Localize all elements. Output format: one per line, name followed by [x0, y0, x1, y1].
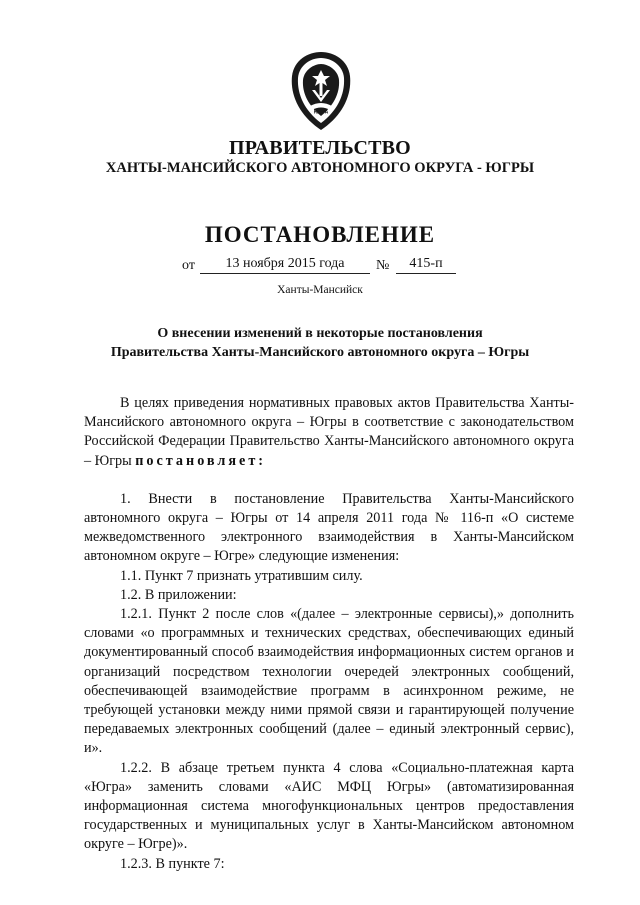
subject-line-2: Правительства Ханты-Мансийского автономного округа – Югры: [110, 345, 530, 360]
region-title: ХАНТЫ-МАНСИЙСКОГО АВТОНОМНОГО ОКРУГА - ЮГРЫ: [105, 160, 535, 176]
coat-of-arms-emblem: [286, 50, 356, 132]
document-subject: [0, 324, 640, 362]
item-1-2-1: 1.2.1. Пункт 2 после слов «(далее – электронные сервисы),» дополнить словами «о программных и технических средствах, обеспечивающих единый документированный способ взаимодействия информационных систем органов и организаций посредством технологии очередей электронных сообщений, обеспечивающей взаимодействие программ в асинхронном режиме, не требующей установки между ними прямой связи и гарантирующей получение передаваемых электронных сообщений (далее – единый электронный сервис), и».: [84, 606, 574, 757]
government-title: ПРАВИТЕЛЬСТВО: [229, 137, 411, 159]
item-1-1: 1.1. Пункт 7 признать утратившим силу.: [120, 567, 363, 584]
item-1: 1. Внести в постановление Правительства Ханты-Мансийского автономного округа – Югры от 14 апреля 2011 года № 116-п «О системе межведомственного электронного взаимодействия в Ханты-Мансийском автономном округе – Югре» следующие изменения:: [84, 490, 574, 565]
item-1-2: 1.2. В приложении:: [120, 586, 237, 603]
resolves-word: постановляет:: [135, 452, 267, 469]
subject-line-1: О внесении изменений в некоторые постановления: [157, 326, 483, 341]
number-label: №: [376, 258, 390, 273]
preamble-paragraph: [84, 394, 574, 471]
document-number: 415-п: [396, 256, 456, 274]
document-type: ПОСТАНОВЛЕНИЕ: [204, 222, 436, 247]
preamble-text: В целях приведения нормативных правовых актов Правительства Ханты-Мансийского автономного округа – Югры в соответствие с законодательством Российской Федерации Правительство Ханты-Мансийского автономного округа – Югры: [84, 395, 574, 469]
document-body: [84, 394, 574, 874]
document-date: 13 ноября 2015 года: [200, 256, 370, 274]
item-1-2-3: 1.2.3. В пункте 7:: [120, 855, 225, 872]
date-prefix: от: [182, 258, 195, 273]
city: Ханты-Мансийск: [277, 284, 363, 296]
date-number-line: [0, 256, 640, 276]
emblem-caption: ЮГРА: [313, 109, 329, 116]
item-1-2-2: 1.2.2. В абзаце третьем пункта 4 слова «Социально-платежная карта «Югра» заменить словами «АИС МФЦ Югры» (автоматизированная информационная система многофункциональных центров предоставления государственных и муниципальных услуг в Ханты-Мансийском автономном округе – Югре)».: [84, 759, 574, 853]
